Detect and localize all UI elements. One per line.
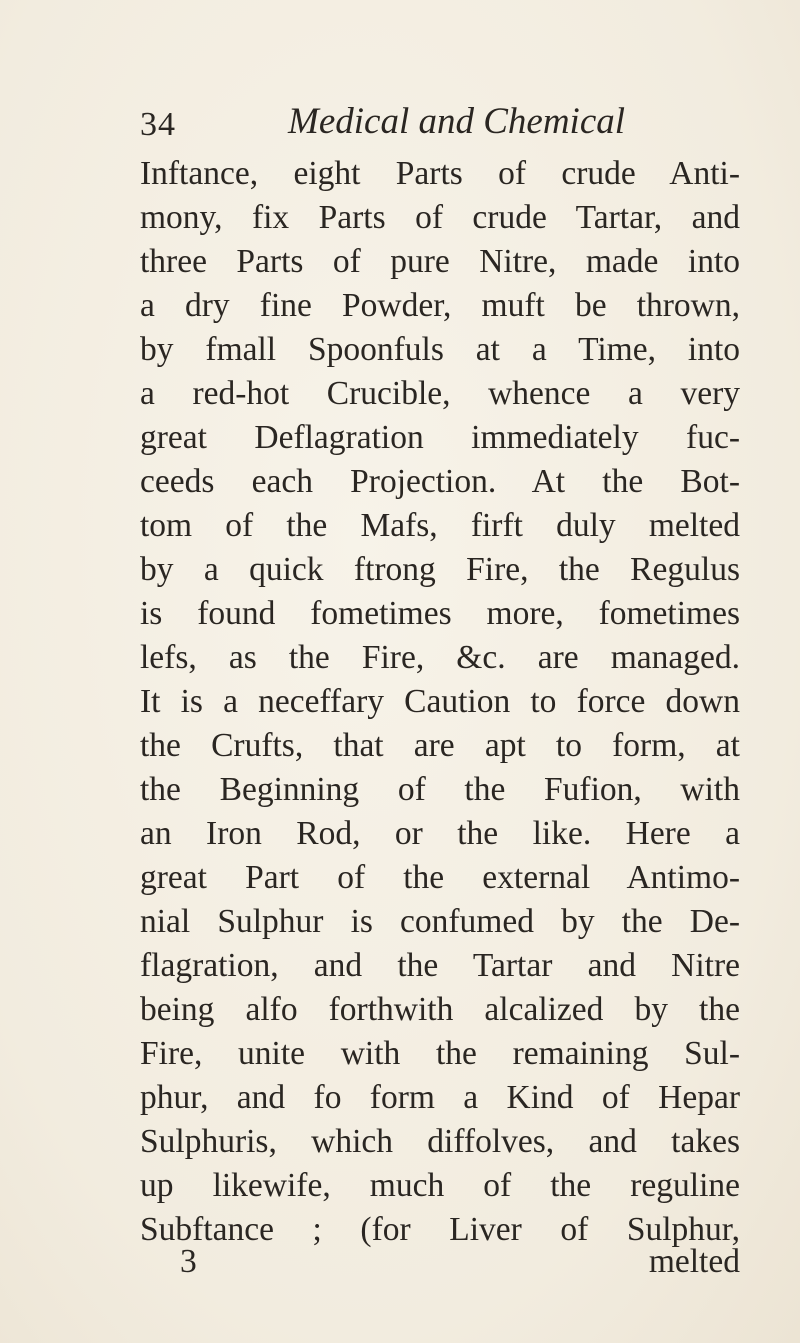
catchword: melted — [648, 1243, 740, 1280]
body-text — [140, 152, 740, 1252]
text-line: It is a neceffary Caution to force down — [140, 683, 740, 720]
text-line: lefs, as the Fire, &c. are managed. — [140, 639, 740, 676]
text-line: a dry fine Powder, muft be thrown, — [140, 287, 740, 324]
text-line: is found fometimes more, fometimes — [140, 595, 740, 632]
text-line: great Part of the external Antimo- — [140, 859, 740, 896]
text-line: nial Sulphur is confumed by the De- — [140, 903, 740, 940]
text-line: Subftance ; (for Liver of Sulphur, — [140, 1211, 740, 1248]
text-line: Sulphuris, which diffolves, and takes — [140, 1123, 740, 1160]
page-footer — [140, 1240, 740, 1284]
signature-mark: 3 — [180, 1243, 197, 1280]
text-line: flagration, and the Tartar and Nitre — [140, 947, 740, 984]
text-line: up likewife, much of the reguline — [140, 1167, 740, 1204]
page-header — [140, 100, 760, 150]
text-line: the Crufts, that are apt to form, at — [140, 727, 740, 764]
text-line: by a quick ftrong Fire, the Regulus — [140, 551, 740, 588]
text-line: three Parts of pure Nitre, made into — [140, 243, 740, 280]
text-line: ceeds each Projection. At the Bot- — [140, 463, 740, 500]
text-line: Inftance, eight Parts of crude Anti- — [140, 155, 740, 192]
page-number: 34 — [140, 106, 176, 143]
text-line: the Beginning of the Fufion, with — [140, 771, 740, 808]
running-head: Medical and Chemical — [288, 101, 626, 142]
text-line: mony, fix Parts of crude Tartar, and — [140, 199, 740, 236]
text-line: an Iron Rod, or the like. Here a — [140, 815, 740, 852]
text-line: phur, and fo form a Kind of Hepar — [140, 1079, 740, 1116]
text-line: a red-hot Crucible, whence a very — [140, 375, 740, 412]
text-line: tom of the Mafs, firft duly melted — [140, 507, 740, 544]
text-line: Fire, unite with the remaining Sul- — [140, 1035, 740, 1072]
text-line: being alfo forthwith alcalized by the — [140, 991, 740, 1028]
text-line: great Deflagration immediately fuc- — [140, 419, 740, 456]
text-line: by fmall Spoonfuls at a Time, into — [140, 331, 740, 368]
